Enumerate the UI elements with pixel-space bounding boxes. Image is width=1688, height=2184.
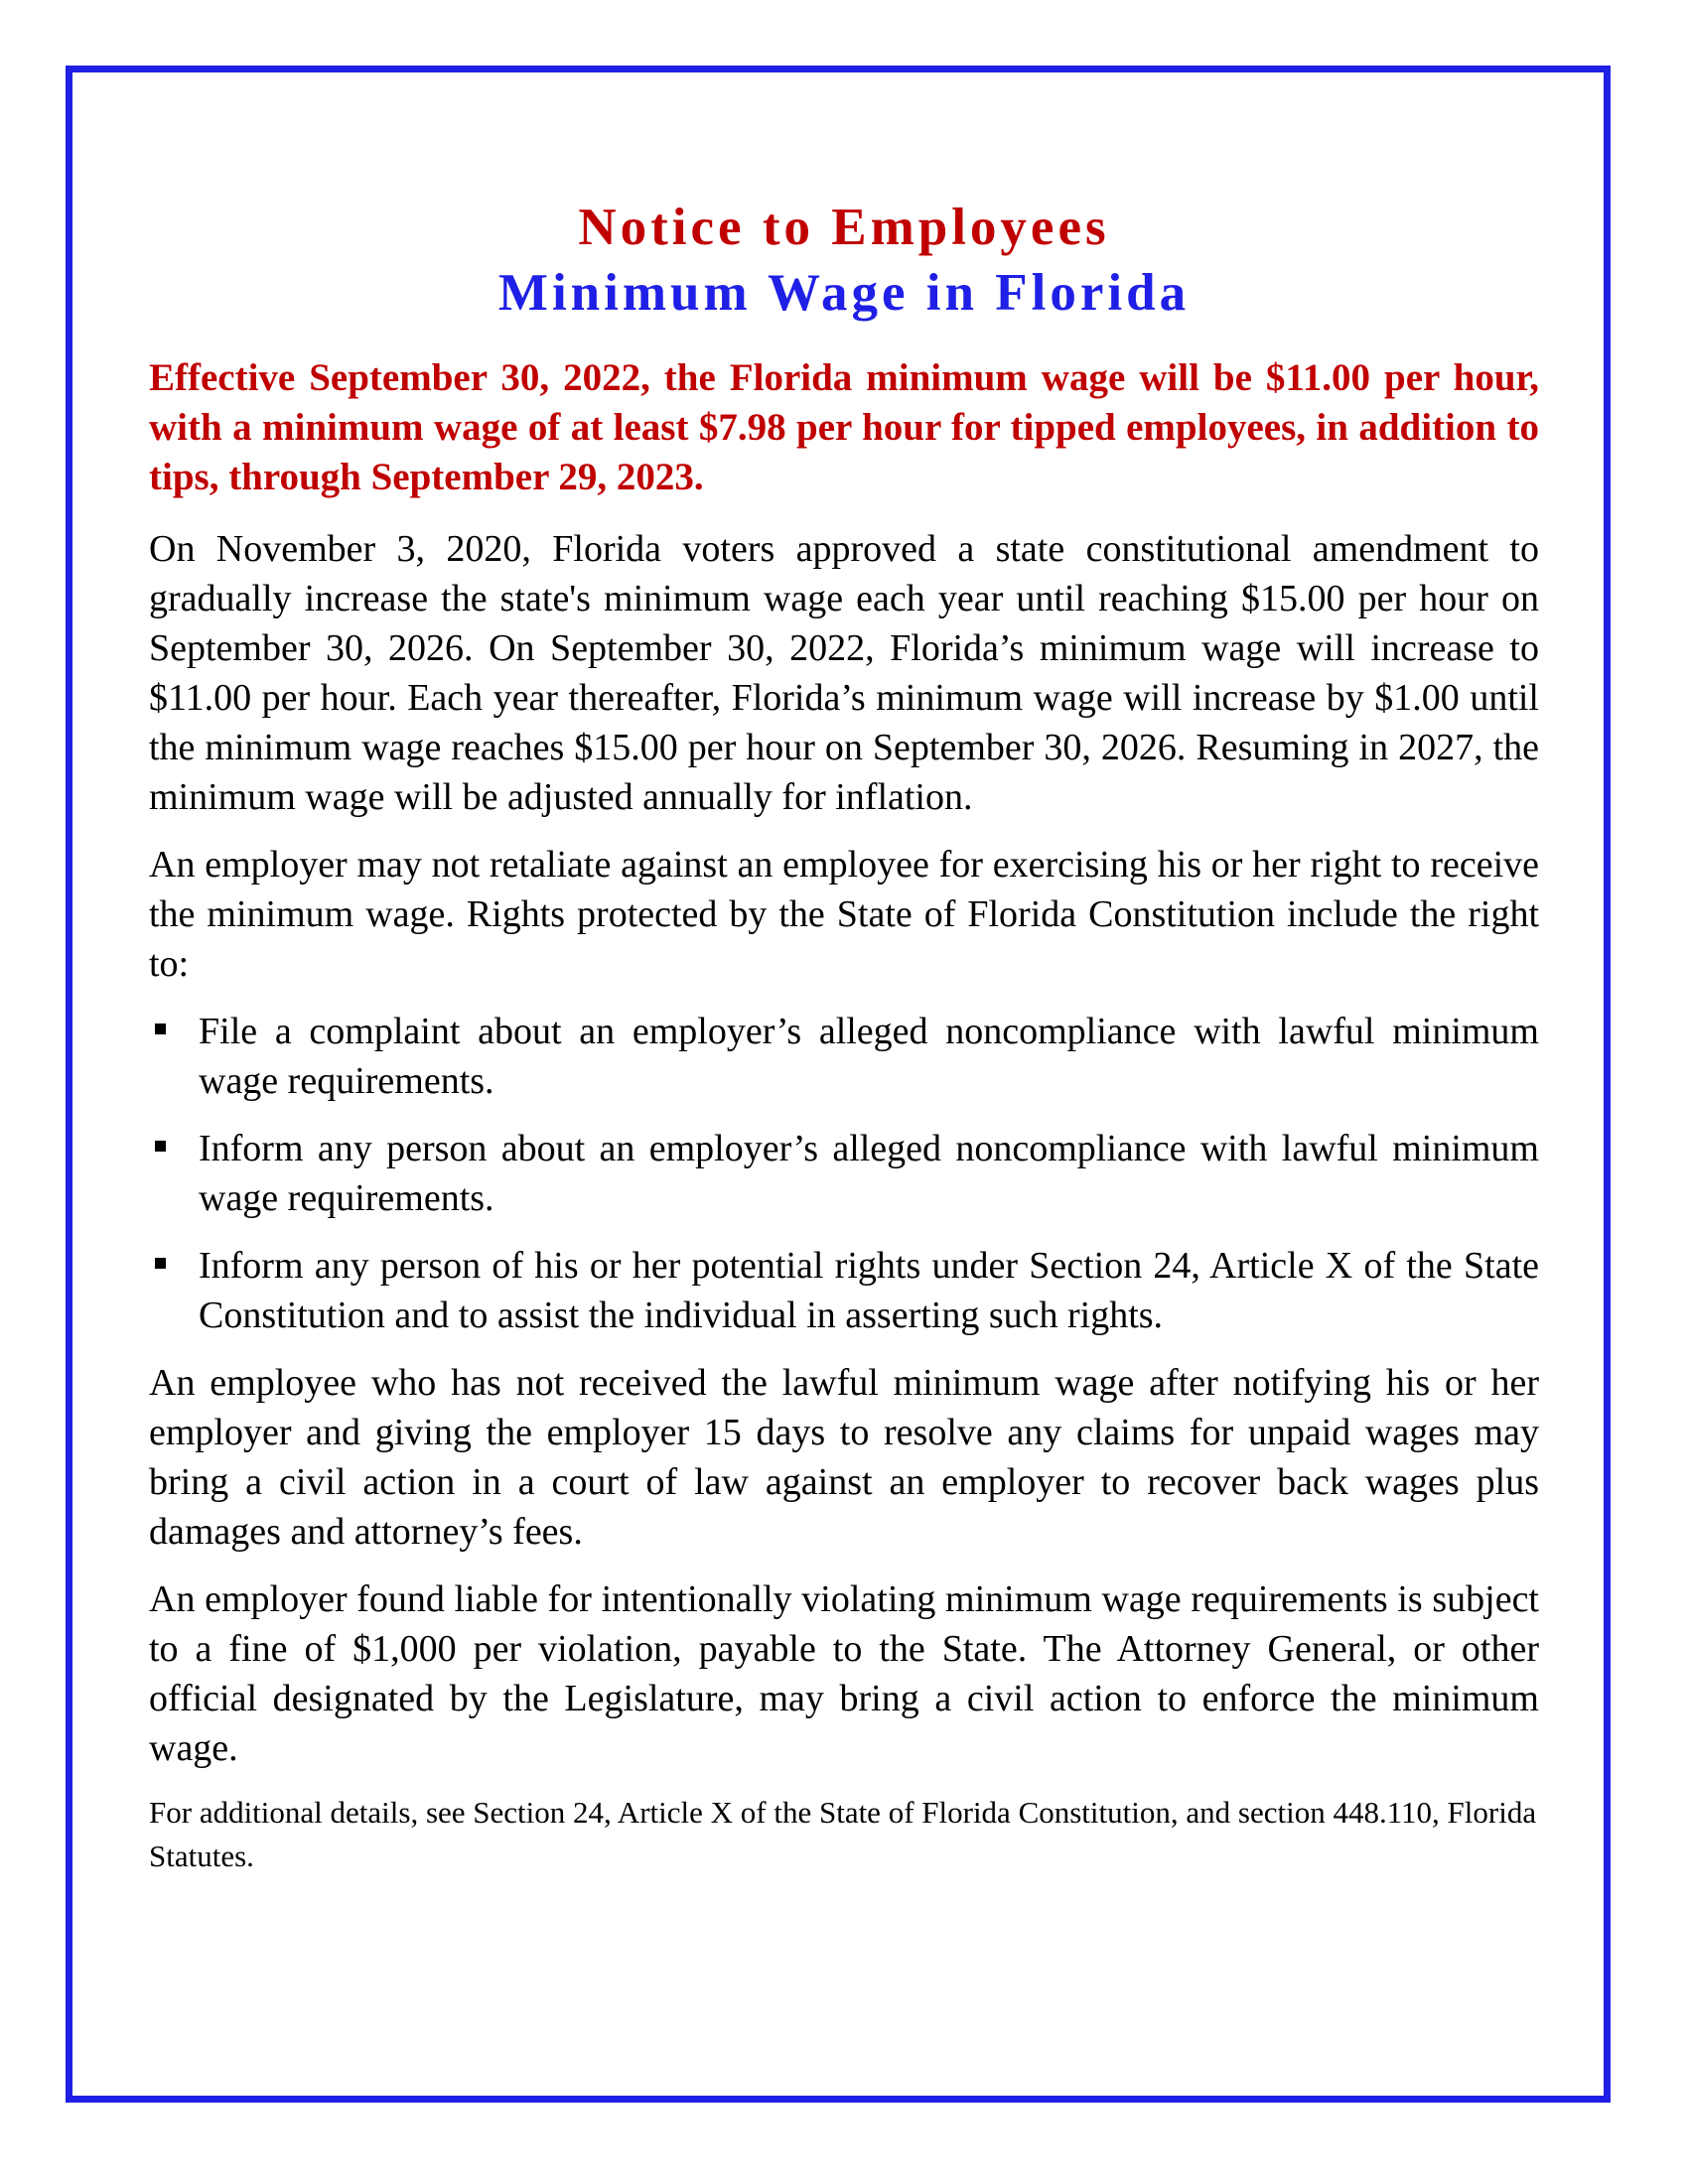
rights-list-item-text: Inform any person about an employer’s alleged noncompliance with lawful minimum wage requirements. xyxy=(199,1128,1539,1219)
civil-action-paragraph: An employee who has not received the lawful minimum wage after notifying his or her employer and giving the employer 15 days to resolve any claims for unpaid wages may bring a civil action in a court of law against an employer to recover back wages plus damages and attorney’s fees. xyxy=(149,1362,1539,1553)
square-bullet-icon xyxy=(155,1024,166,1034)
additional-details-footnote: For additional details, see Section 24, Article X of the State of Florida Constitution, and section 448.110, Florida Statutes. xyxy=(149,1795,1537,1873)
amendment-paragraph: On November 3, 2020, Florida voters approved a state constitutional amendment to gradually increase the state's minimum wage each year until reaching $15.00 per hour on September 30, 2026. On September 30, 2022, Florida’s minimum wage will increase to $11.00 per hour. Each year thereafter, Florida’s minimum wage will increase by $1.00 until the minimum wage reaches $15.00 per hour on September 30, 2026. Resuming in 2027, the minimum wage will be adjusted annually for inflation. xyxy=(149,528,1539,818)
effective-date-statement: Effective September 30, 2022, the Florida minimum wage will be $11.00 per hour, with a minimum wage of at least $7.98 per hour for tipped employees, in addition to tips, through September 29, 2023. xyxy=(149,356,1539,498)
rights-list-item-text: Inform any person of his or her potential rights under Section 24, Article X of the State Constitution and to assist the individual in asserting such rights. xyxy=(199,1245,1539,1336)
penalty-paragraph: An employer found liable for intentionally violating minimum wage requirements is subject to a fine of $1,000 per violation, payable to the State. The Attorney General, or other official designated by the Legislature, may bring a civil action to enforce the minimum wage. xyxy=(149,1578,1539,1769)
rights-list-item xyxy=(149,1007,1539,1106)
notice-title: Notice to Employees xyxy=(578,199,1110,256)
retaliation-paragraph: An employer may not retaliate against an employee for exercising his or her right to receive the minimum wage. Rights protected by the State of Florida Constitution include the right to: xyxy=(149,844,1539,985)
square-bullet-icon xyxy=(155,1141,166,1152)
rights-list-item-text: File a complaint about an employer’s alleged noncompliance with lawful minimum wage requirements. xyxy=(199,1011,1539,1102)
rights-list xyxy=(149,1007,1539,1340)
notice-content xyxy=(149,195,1539,1878)
rights-list-item xyxy=(149,1241,1539,1340)
square-bullet-icon xyxy=(155,1258,166,1269)
notice-subtitle: Minimum Wage in Florida xyxy=(497,264,1191,322)
rights-list-item xyxy=(149,1124,1539,1223)
